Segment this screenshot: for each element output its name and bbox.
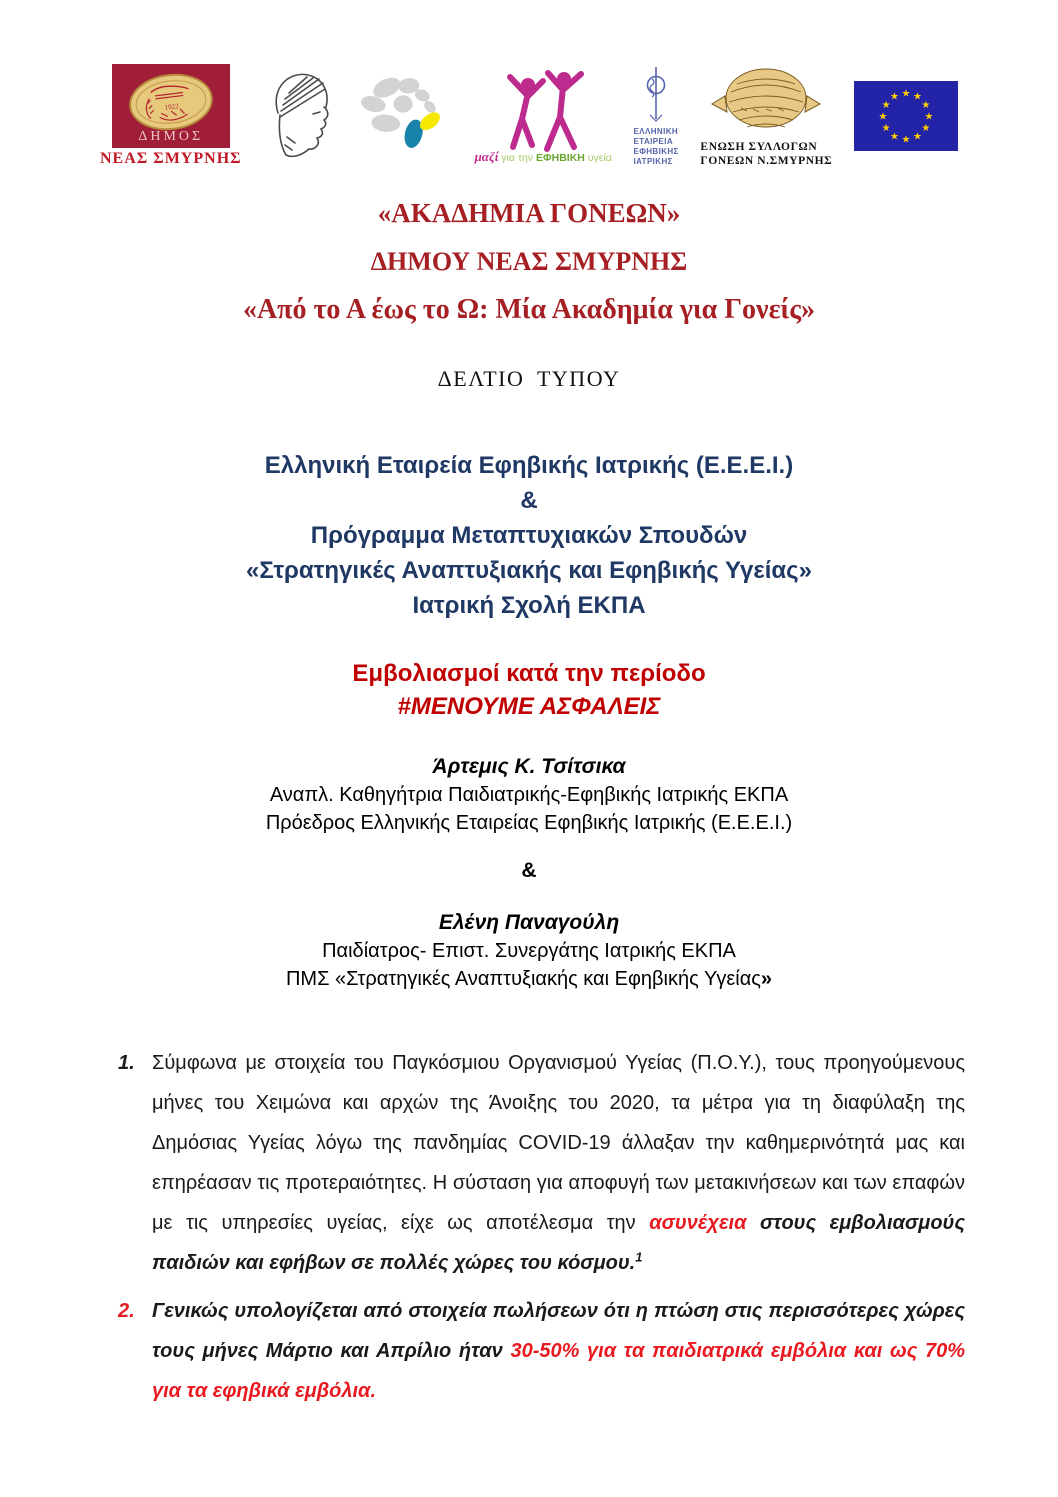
- coin-year: 1922: [163, 102, 179, 112]
- svg-text:★: ★: [889, 131, 899, 143]
- org-line-programme: Πρόγραμμα Μεταπτυχιακών Σπουδών: [310, 522, 748, 549]
- author-2-role-1: Παιδίατρος- Επιστ. Συνεργάτης Ιατρικής ΕΚΠΑ: [322, 940, 736, 962]
- authors-separator: &: [521, 859, 537, 882]
- caption-ygeia: υγεία: [584, 151, 612, 164]
- nest-sketch-icon: [707, 64, 825, 138]
- title-tagline: «Από το Α έως το Ω: Μία Ακαδημία για Γονείς»: [242, 294, 816, 325]
- list-item-1-number: 1.: [118, 1052, 135, 1074]
- union-caption-line: ΓΟΝΕΩΝ Ν.ΣΜΥΡΝΗΣ: [700, 155, 833, 167]
- org-line-ampersand: &: [520, 487, 538, 514]
- logo-municipality-nea-smyrni: [100, 64, 242, 168]
- logo-band: [100, 60, 958, 172]
- logo-eu-flag: [854, 81, 958, 151]
- body-content: [0, 1043, 1058, 1411]
- athena-head-icon: [263, 67, 335, 165]
- eu-flag-icon: [854, 81, 958, 151]
- title-municipality: ΔΗΜΟΥ ΝΕΑΣ ΣΜΥΡΝΗΣ: [370, 247, 688, 276]
- svg-text:★: ★: [921, 123, 931, 134]
- svg-text:★: ★: [901, 134, 911, 146]
- author-2-role-2-text: ΠΜΣ «Στρατηγικές Αναπτυξιακής και Εφηβικής Υγείας: [285, 968, 761, 990]
- title-parents-academy: «ΑΚΑΔΗΜΙΑ ΓΟΝΕΩΝ»: [377, 198, 681, 228]
- org-line-strategies: «Στρατηγικές Αναπτυξιακής και Εφηβικής Υγείας»: [245, 557, 812, 584]
- logo-adolescent-health-figures: [475, 69, 612, 164]
- author-1-role-1: Αναπλ. Καθηγήτρια Παιδιατρικής-Εφηβικής Ιατρικής ΕΚΠΑ: [269, 784, 789, 806]
- flower-petals-icon: [357, 70, 453, 162]
- org-line-medical-school: Ιατρική Σχολή ΕΚΠΑ: [412, 592, 646, 619]
- logo-hellenic-society-adolescent-medicine: [634, 65, 679, 167]
- svg-text:★: ★: [921, 100, 931, 111]
- author-2-role-2: [0, 965, 1058, 993]
- svg-text:★: ★: [912, 91, 922, 103]
- caption-gia-tin: για την: [498, 151, 536, 164]
- svg-text:★: ★: [912, 131, 922, 143]
- item-2-black-emphasis: Γενικώς υπολογίζεται από στοιχεία πωλήσεων ότι η πτώση στις περισσότερες χώρες τους μήνες Μάρτιο και Απρίλιο ήταν: [152, 1300, 965, 1362]
- eeei-line: ΙΑΤΡΙΚΗΣ: [633, 157, 673, 166]
- dancing-figures-icon: [487, 69, 599, 157]
- eeei-line: ΕΤΑΙΡΕΙΑ: [633, 137, 674, 146]
- eeei-line: ΕΦΗΒΙΚΗΣ: [633, 147, 679, 156]
- list-item-1-text: [152, 1043, 965, 1283]
- item-1-plain: Σύμφωνα με στοιχεία του Παγκόσμιου Οργανισμού Υγείας (Π.Ο.Υ.), τους προηγούμενους μήνες του Χειμώνα και αρχών της Άνοιξης του 2020, τα μέτρα για τη διαφύλαξη της Δημόσιας Υγείας λόγω της πανδημίας COVID-19 άλλαξαν την καθημερινότητά μας και επηρέασαν τις προτεραιότητες. Η σύσταση για αποφυγή των μετακινήσεων και των επαφών με τις υπηρεσίες υγείας, είχε ως αποτέλεσμα την: [152, 1052, 965, 1234]
- item-1-bold-tail: στους εμβολιασμούς παιδιών και εφήβων σε πολλές χώρες του κόσμου.: [152, 1212, 966, 1274]
- author-2-name: Ελένη Παναγούλη: [438, 911, 620, 934]
- list-item-2-text: [152, 1291, 965, 1411]
- topic-heading: [0, 657, 1058, 723]
- footnote-marker: 1: [635, 1249, 643, 1265]
- eeei-line: ΕΛΛΗΝΙΚΗ: [633, 127, 679, 136]
- eeei-text: [634, 127, 679, 167]
- svg-text:★: ★: [889, 91, 899, 103]
- topic-line-vaccinations: Εμβολιασμοί κατά την περίοδο: [352, 660, 706, 687]
- municipality-emblem: [112, 64, 230, 148]
- topic-line-hashtag: #ΜΕΝΟΥΜΕ ΑΣΦΑΛΕΙΣ: [397, 693, 661, 720]
- staff-icon: [646, 65, 666, 123]
- union-caption-line: ΕΝΩΣΗ ΣΥΛΛΟΓΩΝ: [700, 141, 818, 153]
- author-2-roles: [0, 937, 1058, 993]
- caption-mazi: μαζί: [474, 148, 499, 164]
- org-line-society: Ελληνική Εταιρεία Εφηβικής Ιατρικής (Ε.Ε.Ε.Ι.): [264, 452, 794, 479]
- author-1-name: Άρτεμις Κ. Τσίτσικα: [432, 755, 626, 778]
- svg-text:★: ★: [924, 111, 934, 123]
- svg-text:★: ★: [881, 123, 891, 134]
- svg-text:★: ★: [881, 100, 891, 111]
- municipality-label: ΔΗΜΟΣ: [138, 129, 204, 144]
- organisation-block: [0, 448, 1058, 623]
- logo-university-of-athens: [263, 67, 335, 165]
- list-item-1: [118, 1043, 965, 1283]
- logo-parents-union: [700, 64, 832, 168]
- adolescent-health-caption: [474, 148, 612, 164]
- author-1-role-2: Πρόεδρος Ελληνικής Εταιρείας Εφηβικής Ιατρικής (Ε.Ε.Ε.Ι.): [265, 812, 793, 834]
- municipality-caption: ΝΕΑΣ ΣΜΥΡΝΗΣ: [100, 150, 242, 167]
- press-release-label: ΔΕΛΤΙΟ ΤΥΠΟΥ: [437, 366, 621, 391]
- svg-text:★: ★: [878, 111, 888, 123]
- item-2-red-emphasis: 30-50% για τα παιδιατρικά εμβόλια και ως 70% για τα εφηβικά εμβόλια.: [152, 1340, 965, 1402]
- svg-text:★: ★: [901, 88, 911, 100]
- item-1-red-highlight: ασυνέχεια: [649, 1212, 747, 1234]
- author-1-roles: [0, 781, 1058, 837]
- logo-flower-adolescent-health: [357, 70, 453, 162]
- author-2-role-2-quote: »: [760, 968, 773, 990]
- list-item-2-number: 2.: [118, 1300, 135, 1322]
- list-item-2: [118, 1291, 965, 1411]
- caption-efiviki: ΕΦΗΒΙΚΗ: [535, 151, 585, 164]
- parents-union-caption: [700, 140, 832, 168]
